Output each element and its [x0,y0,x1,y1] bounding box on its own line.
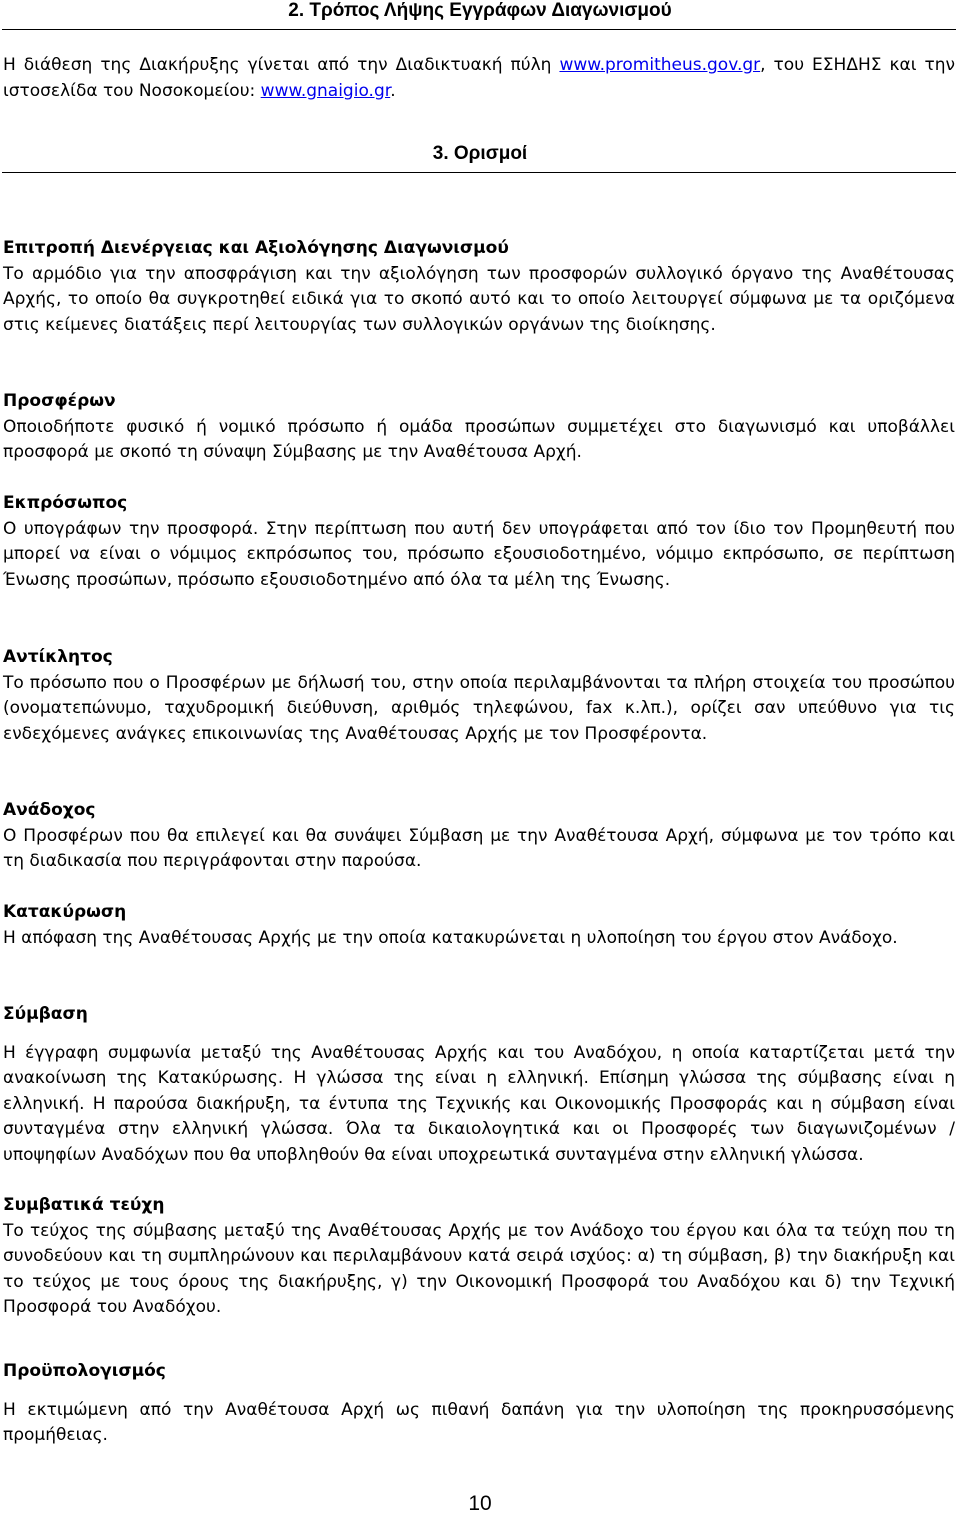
definition-award [3,900,955,951]
definition-contract [3,1002,955,1169]
definition-contract-documents [3,1193,955,1321]
availability-text-middle: , του ΕΣΗΔΗΣ και την ιστοσελίδα του Νοσοκομείου: [3,55,955,101]
definition-term: Εκπρόσωπος [3,493,128,513]
definition-text: Το τεύχος της σύμβασης μεταξύ της Αναθέτουσας Αρχής με τον Ανάδοχο του έργου και όλα τα τεύχη που τη συνοδεύουν και τη συμπληρώνουν και περιλαμβάνουν κατά σειρά ισχύος: α) τη σύμβαση, β) την διακήρυξη και το τεύχος με τους όρους της διακήρυξης, γ) την Οικονομική Προσφορά του Αναδόχου και δ) την Τεχνική Προσφορά του Αναδόχου. [3,1220,955,1318]
definition-term: Προσφέρων [3,391,116,411]
definition-bidder [3,389,955,466]
definition-term: Προϋπολογισμός [3,1361,166,1381]
promitheus-link[interactable]: www.promitheus.gov.gr [559,55,761,75]
definition-text: Η απόφαση της Αναθέτουσας Αρχής με την οποία κατακυρώνεται η υλοποίηση του έργου στον Ανάδοχο. [3,927,898,948]
definition-text: Ο υπογράφων την προσφορά. Στην περίπτωση που αυτή δεν υπογράφεται από τον ίδιο τον Προμηθευτή που μπορεί να είναι ο νόμιμος εκπρόσωπος του, πρόσωπο εξουσιοδοτημένο, νόμιμο εκπρόσωπο, σε περίπτωση Ένωσης προσώπων, πρόσωπο εξουσιοδοτημένο από όλα τα μέλη της Ένωσης. [3,518,955,590]
definition-term: Κατακύρωση [3,902,127,922]
section-2-heading: 2. Τρόπος Λήψης Εγγράφων Διαγωνισμού [288,0,672,21]
definition-term: Ανάδοχος [3,800,96,820]
section-2-paragraph [3,53,955,104]
section-3-heading: 3. Ορισμοί [432,143,528,164]
definition-committee [3,236,955,338]
definition-term: Συμβατικά τεύχη [3,1195,165,1215]
hospital-website-link[interactable]: www.gnaigio.gr [260,80,391,101]
definition-proxy [3,645,955,747]
definition-representative [3,491,955,593]
definition-text: Το πρόσωπο που ο Προσφέρων με δήλωσή του, στην οποία περιλαμβάνονται τα πλήρη στοιχεία του προσώπου (ονοματεπώνυμο, ταχυδρομική διεύθυνση, αριθμός τηλεφώνου, fax κ.λπ.), ορίζει σαν υπεύθυνο για τις ενδεχόμενες ανάγκες επικοινωνίας της Αναθέτουσας Αρχής με τον Προσφέροντα. [3,672,955,744]
definition-text: Οποιοδήποτε φυσικό ή νομικό πρόσωπο ή ομάδα προσώπων συμμετέχει στο διαγωνισμό και υποβάλλει προσφορά με σκοπό τη σύναψη Σύμβασης με την Αναθέτουσα Αρχή. [3,416,955,463]
heading-underline [2,172,956,173]
definition-text: Ο Προσφέρων που θα επιλεγεί και θα συνάψει Σύμβαση με την Αναθέτουσα Αρχή, σύμφωνα με τον τρόπο και τη διαδικασία που περιγράφονται στην παρούσα. [3,825,955,872]
definition-text: Η εκτιμώμενη από την Αναθέτουσα Αρχή ως πιθανή δαπάνη για την υλοποίηση της προκηρυσσόμενης προμήθειας. [3,1399,955,1446]
definition-term: Αντίκλητος [3,647,113,667]
definition-budget [3,1359,955,1449]
definition-text: Το αρμόδιο για την αποσφράγιση και την αξιολόγηση των προσφορών συλλογικό όργανο της Αναθέτουσας Αρχής, το οποίο θα συγκροτηθεί ειδικά για το σκοπό αυτό και το οποίο λειτουργεί σύμφωνα με τα οριζόμενα στις κείμενες διατάξεις περί λειτουργίας των συλλογικών οργάνων της διοίκησης. [3,263,955,335]
availability-text-start: Η διάθεση της Διακήρυξης γίνεται από την Διαδικτυακή πύλη [3,55,560,75]
availability-text-end: . [390,80,396,101]
heading-underline [2,29,956,30]
definition-term: Επιτροπή Διενέργειας και Αξιολόγησης Διαγωνισμού [3,238,509,258]
definition-text: Η έγγραφη συμφωνία μεταξύ της Αναθέτουσας Αρχής και του Αναδόχου, η οποία καταρτίζεται μετά την ανακοίνωση της Κατακύρωσης. Η γλώσσα της είναι η ελληνική. Επίσημη γλώσσα της σύμβασης είναι η ελληνική. Η παρούσα διακήρυξη, τα έντυπα της Τεχνικής και Οικονομικής Προσφοράς και η σύμβαση είναι συνταγμένα στην ελληνική γλώσσα. Όλα τα δικαιολογητικά και οι Προσφορές των διαγωνιζομένων / υποψηφίων Αναδόχων που θα υποβληθούν θα είναι υποχρεωτικά συνταγμένα στην ελληνική γλώσσα. [3,1042,955,1165]
definition-contractor [3,798,955,875]
definition-term: Σύμβαση [3,1004,88,1024]
page-number: 10 [468,1492,492,1515]
